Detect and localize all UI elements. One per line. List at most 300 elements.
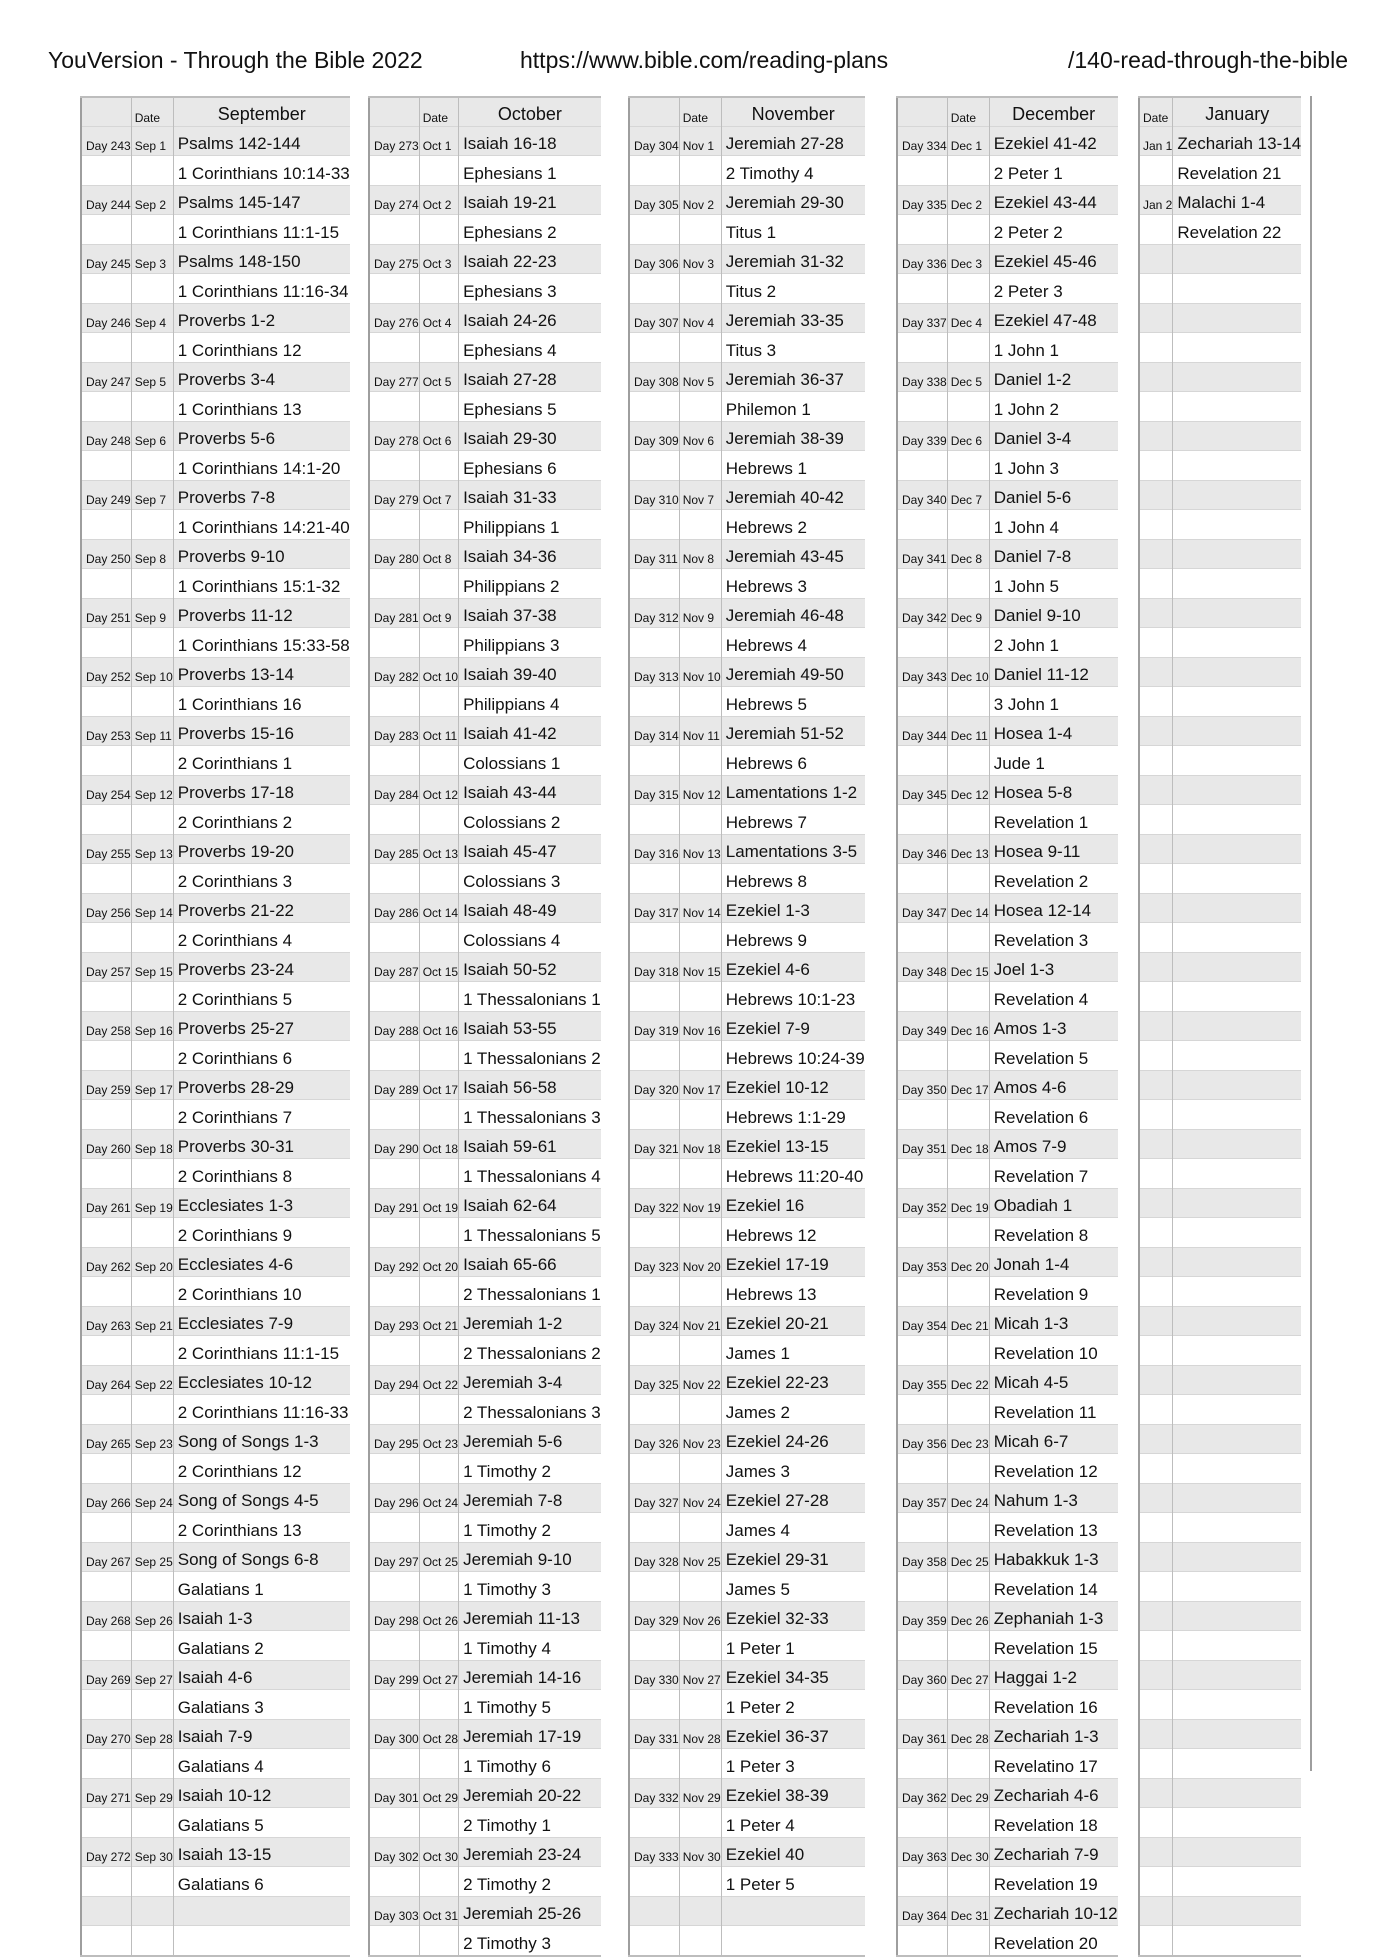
table-row <box>1139 805 1301 835</box>
reading-cell: Ezekiel 27-28 <box>721 1483 864 1513</box>
table-row <box>1139 1926 1301 1956</box>
date-cell: Sep 28 <box>131 1719 173 1749</box>
reading-cell: Hebrews 10:24-39 <box>721 1041 864 1071</box>
reading-cell: Isaiah 53-55 <box>459 1011 601 1041</box>
table-row <box>81 244 350 274</box>
date-cell <box>419 510 458 540</box>
day-number <box>897 1690 947 1720</box>
reading-cell: Revelation 15 <box>989 1631 1117 1661</box>
table-row <box>1139 1660 1301 1690</box>
reading-cell: Ezekiel 41-42 <box>989 126 1117 156</box>
reading-cell <box>1173 1513 1301 1543</box>
table-row <box>1139 1896 1301 1926</box>
reading-cell: Ephesians 5 <box>459 392 601 422</box>
date-cell <box>679 982 721 1012</box>
reading-cell: Titus 2 <box>721 274 864 304</box>
table-row <box>897 1749 1118 1779</box>
table-row <box>629 598 865 628</box>
date-cell <box>1139 864 1173 894</box>
day-number <box>897 1277 947 1307</box>
date-cell <box>1139 1218 1173 1248</box>
date-cell <box>419 333 458 363</box>
date-cell <box>679 510 721 540</box>
day-number <box>81 1926 131 1956</box>
table-row <box>1139 1188 1301 1218</box>
reading-cell: Jeremiah 43-45 <box>721 539 864 569</box>
date-cell: Dec 11 <box>947 716 989 746</box>
reading-cell <box>1173 1631 1301 1661</box>
day-number <box>81 1867 131 1897</box>
date-cell: Oct 29 <box>419 1778 458 1808</box>
reading-cell: Philemon 1 <box>721 392 864 422</box>
day-number <box>369 274 419 304</box>
reading-cell <box>1173 1247 1301 1277</box>
date-cell <box>679 1572 721 1602</box>
day-number <box>369 392 419 422</box>
table-row <box>81 1277 350 1307</box>
day-number: Day 326 <box>629 1424 679 1454</box>
date-cell <box>679 215 721 245</box>
day-number: Day 312 <box>629 598 679 628</box>
date-cell: Sep 27 <box>131 1660 173 1690</box>
day-number <box>369 156 419 186</box>
table-row <box>1139 480 1301 510</box>
date-cell <box>947 1159 989 1189</box>
reading-cell <box>1173 716 1301 746</box>
date-cell <box>679 1867 721 1897</box>
table-row <box>369 1100 601 1130</box>
reading-cell: Isaiah 43-44 <box>459 775 601 805</box>
table-row <box>369 1365 601 1395</box>
table-row <box>897 1424 1118 1454</box>
day-number <box>369 1277 419 1307</box>
table-row <box>369 451 601 481</box>
date-cell: Oct 9 <box>419 598 458 628</box>
table-row <box>81 716 350 746</box>
table-row <box>1139 1129 1301 1159</box>
table-row <box>629 333 865 363</box>
reading-cell: 2 Corinthians 9 <box>173 1218 350 1248</box>
reading-cell: 1 Thessalonians 3 <box>459 1100 601 1130</box>
day-column-header <box>629 97 679 126</box>
reading-cell: Daniel 7-8 <box>989 539 1117 569</box>
date-cell <box>679 1690 721 1720</box>
table-row <box>897 952 1118 982</box>
table-row <box>629 539 865 569</box>
table-row <box>629 923 865 953</box>
table-row <box>1139 1306 1301 1336</box>
table-row <box>81 1778 350 1808</box>
date-cell: Nov 4 <box>679 303 721 333</box>
date-cell <box>1139 775 1173 805</box>
reading-cell: Ezekiel 36-37 <box>721 1719 864 1749</box>
day-number: Day 264 <box>81 1365 131 1395</box>
table-row <box>1139 1218 1301 1248</box>
day-number: Day 285 <box>369 834 419 864</box>
date-cell: Sep 4 <box>131 303 173 333</box>
reading-cell: Revelation 5 <box>989 1041 1117 1071</box>
table-row <box>369 1542 601 1572</box>
date-cell <box>131 1159 173 1189</box>
reading-cell <box>1173 303 1301 333</box>
day-number: Day 257 <box>81 952 131 982</box>
reading-cell: Revelation 20 <box>989 1926 1117 1956</box>
reading-cell: Ezekiel 7-9 <box>721 1011 864 1041</box>
day-number: Day 254 <box>81 775 131 805</box>
reading-cell: Daniel 3-4 <box>989 421 1117 451</box>
table-row <box>81 952 350 982</box>
reading-cell: Habakkuk 1-3 <box>989 1542 1117 1572</box>
day-number: Day 309 <box>629 421 679 451</box>
day-number: Day 280 <box>369 539 419 569</box>
day-number <box>629 156 679 186</box>
date-cell <box>679 569 721 599</box>
date-cell <box>131 982 173 1012</box>
date-cell <box>419 687 458 717</box>
reading-cell: 2 Timothy 3 <box>459 1926 601 1956</box>
reading-cell <box>1173 421 1301 451</box>
day-number <box>81 156 131 186</box>
month-table-october <box>368 96 601 1957</box>
date-cell <box>1139 598 1173 628</box>
date-cell: Oct 16 <box>419 1011 458 1041</box>
reading-cell <box>1173 1395 1301 1425</box>
table-row <box>1139 1424 1301 1454</box>
date-cell <box>1139 1749 1173 1779</box>
day-number: Day 351 <box>897 1129 947 1159</box>
date-cell: Oct 8 <box>419 539 458 569</box>
date-cell <box>679 628 721 658</box>
date-cell <box>131 1749 173 1779</box>
table-row <box>369 1070 601 1100</box>
reading-cell: Ezekiel 16 <box>721 1188 864 1218</box>
reading-cell <box>1173 1159 1301 1189</box>
table-row <box>897 598 1118 628</box>
table-row <box>1139 185 1301 215</box>
date-cell <box>419 1690 458 1720</box>
table-row <box>369 1867 601 1897</box>
reading-cell: Hebrews 7 <box>721 805 864 835</box>
table-row <box>629 1896 865 1926</box>
reading-cell: Hebrews 12 <box>721 1218 864 1248</box>
table-row <box>629 156 865 186</box>
day-number: Day 300 <box>369 1719 419 1749</box>
date-cell: Nov 2 <box>679 185 721 215</box>
day-number: Day 258 <box>81 1011 131 1041</box>
date-cell <box>131 1100 173 1130</box>
day-number: Day 290 <box>369 1129 419 1159</box>
reading-cell: 1 Corinthians 12 <box>173 333 350 363</box>
day-number: Day 292 <box>369 1247 419 1277</box>
table-row <box>629 1572 865 1602</box>
day-number <box>81 333 131 363</box>
table-row <box>1139 333 1301 363</box>
reading-cell: Jeremiah 25-26 <box>459 1896 601 1926</box>
reading-cell: Galatians 2 <box>173 1631 350 1661</box>
date-cell <box>1139 1926 1173 1956</box>
day-number: Day 362 <box>897 1778 947 1808</box>
day-number: Day 245 <box>81 244 131 274</box>
date-cell <box>131 923 173 953</box>
month-table-january <box>1138 96 1301 1957</box>
table-row <box>629 1277 865 1307</box>
reading-cell <box>1173 1365 1301 1395</box>
reading-cell: Galatians 4 <box>173 1749 350 1779</box>
reading-cell: 2 Corinthians 11:1-15 <box>173 1336 350 1366</box>
table-row <box>1139 952 1301 982</box>
reading-cell: Ecclesiates 7-9 <box>173 1306 350 1336</box>
day-number: Day 343 <box>897 657 947 687</box>
day-number <box>897 1926 947 1956</box>
date-cell <box>419 982 458 1012</box>
date-cell: Sep 2 <box>131 185 173 215</box>
day-number <box>629 1749 679 1779</box>
table-row <box>81 834 350 864</box>
reading-cell: Ezekiel 43-44 <box>989 185 1117 215</box>
reading-cell <box>1173 982 1301 1012</box>
date-cell <box>131 215 173 245</box>
table-row <box>81 1365 350 1395</box>
reading-cell: 2 Peter 2 <box>989 215 1117 245</box>
date-cell <box>947 510 989 540</box>
table-row <box>369 1719 601 1749</box>
date-cell: Oct 13 <box>419 834 458 864</box>
date-cell <box>419 1631 458 1661</box>
date-cell <box>1139 1306 1173 1336</box>
day-number: Day 313 <box>629 657 679 687</box>
date-cell: Dec 5 <box>947 362 989 392</box>
day-number: Day 289 <box>369 1070 419 1100</box>
reading-cell: Revelation 12 <box>989 1454 1117 1484</box>
day-number <box>81 1631 131 1661</box>
table-row <box>897 451 1118 481</box>
table-row <box>369 1749 601 1779</box>
table-row <box>369 657 601 687</box>
date-cell: Dec 2 <box>947 185 989 215</box>
table-row <box>81 1631 350 1661</box>
date-cell: Sep 17 <box>131 1070 173 1100</box>
day-number: Day 311 <box>629 539 679 569</box>
reading-cell: 2 Thessalonians 2 <box>459 1336 601 1366</box>
date-cell <box>1139 1542 1173 1572</box>
table-row <box>1139 126 1301 156</box>
date-cell: Sep 19 <box>131 1188 173 1218</box>
reading-cell: Proverbs 25-27 <box>173 1011 350 1041</box>
table-row <box>1139 215 1301 245</box>
day-number <box>629 628 679 658</box>
reading-cell: 2 Corinthians 5 <box>173 982 350 1012</box>
reading-cell: 2 Corinthians 2 <box>173 805 350 835</box>
day-number: Day 265 <box>81 1424 131 1454</box>
month-name: December <box>989 97 1117 126</box>
day-number <box>629 274 679 304</box>
date-cell <box>1139 1631 1173 1661</box>
date-cell: Nov 8 <box>679 539 721 569</box>
reading-cell: 1 Corinthians 15:33-58 <box>173 628 350 658</box>
date-cell <box>679 1749 721 1779</box>
day-number <box>629 923 679 953</box>
date-cell <box>419 1159 458 1189</box>
date-cell <box>679 1631 721 1661</box>
reading-cell: Jeremiah 11-13 <box>459 1601 601 1631</box>
date-cell <box>1139 1719 1173 1749</box>
table-row <box>897 392 1118 422</box>
day-number <box>369 864 419 894</box>
reading-cell: Hebrews 4 <box>721 628 864 658</box>
table-row <box>629 1749 865 1779</box>
day-number: Day 274 <box>369 185 419 215</box>
reading-cell: 1 John 2 <box>989 392 1117 422</box>
table-row <box>369 362 601 392</box>
reading-cell: Isaiah 45-47 <box>459 834 601 864</box>
day-number <box>897 923 947 953</box>
table-row <box>81 1100 350 1130</box>
table-row <box>81 1159 350 1189</box>
reading-cell: 1 Timothy 2 <box>459 1454 601 1484</box>
date-cell: Sep 24 <box>131 1483 173 1513</box>
table-row <box>369 982 601 1012</box>
table-row <box>629 126 865 156</box>
day-number: Day 356 <box>897 1424 947 1454</box>
date-cell: Oct 14 <box>419 893 458 923</box>
date-cell: Nov 22 <box>679 1365 721 1395</box>
day-number: Day 323 <box>629 1247 679 1277</box>
day-number: Day 293 <box>369 1306 419 1336</box>
reading-cell: James 5 <box>721 1572 864 1602</box>
date-cell <box>131 805 173 835</box>
day-number: Day 346 <box>897 834 947 864</box>
reading-cell: Isaiah 50-52 <box>459 952 601 982</box>
date-cell <box>679 923 721 953</box>
reading-cell: Revelation 2 <box>989 864 1117 894</box>
month-name: September <box>173 97 350 126</box>
date-cell <box>419 805 458 835</box>
table-row <box>629 274 865 304</box>
reading-cell: Zechariah 7-9 <box>989 1837 1117 1867</box>
table-row <box>81 923 350 953</box>
day-number <box>897 1631 947 1661</box>
reading-cell: 2 Corinthians 12 <box>173 1454 350 1484</box>
table-row <box>369 1159 601 1189</box>
day-number: Day 303 <box>369 1896 419 1926</box>
day-number: Day 308 <box>629 362 679 392</box>
table-row <box>369 598 601 628</box>
date-cell: Dec 16 <box>947 1011 989 1041</box>
day-column-header <box>369 97 419 126</box>
date-cell <box>947 1336 989 1366</box>
reading-cell <box>1173 657 1301 687</box>
date-cell <box>419 923 458 953</box>
reading-cell: Titus 3 <box>721 333 864 363</box>
date-cell <box>947 1690 989 1720</box>
day-number <box>629 333 679 363</box>
date-cell <box>947 1218 989 1248</box>
date-cell: Dec 21 <box>947 1306 989 1336</box>
reading-cell: Colossians 1 <box>459 746 601 776</box>
reading-cell: 1 Corinthians 16 <box>173 687 350 717</box>
date-cell: Oct 28 <box>419 1719 458 1749</box>
date-cell: Sep 18 <box>131 1129 173 1159</box>
reading-cell: 1 Corinthians 10:14-33 <box>173 156 350 186</box>
date-cell: Nov 28 <box>679 1719 721 1749</box>
reading-cell: Ezekiel 45-46 <box>989 244 1117 274</box>
table-row <box>897 923 1118 953</box>
date-cell: Oct 3 <box>419 244 458 274</box>
day-number: Day 259 <box>81 1070 131 1100</box>
date-cell: Sep 5 <box>131 362 173 392</box>
reading-cell: Philippians 3 <box>459 628 601 658</box>
date-cell <box>419 1454 458 1484</box>
date-cell <box>131 1277 173 1307</box>
table-row <box>1139 1336 1301 1366</box>
day-number <box>81 510 131 540</box>
reading-cell: Revelation 11 <box>989 1395 1117 1425</box>
table-row <box>897 1395 1118 1425</box>
reading-cell: Jeremiah 7-8 <box>459 1483 601 1513</box>
date-cell <box>947 333 989 363</box>
date-cell <box>1139 510 1173 540</box>
reading-cell: Jeremiah 29-30 <box>721 185 864 215</box>
reading-cell: Joel 1-3 <box>989 952 1117 982</box>
table-row <box>81 1483 350 1513</box>
table-row <box>897 1601 1118 1631</box>
reading-cell <box>1173 1483 1301 1513</box>
reading-cell: Isaiah 10-12 <box>173 1778 350 1808</box>
table-row <box>1139 244 1301 274</box>
reading-cell: Galatians 5 <box>173 1808 350 1838</box>
day-number <box>369 1926 419 1956</box>
day-number: Day 360 <box>897 1660 947 1690</box>
day-number <box>897 805 947 835</box>
day-number <box>81 569 131 599</box>
day-number: Day 338 <box>897 362 947 392</box>
reading-cell: Jeremiah 31-32 <box>721 244 864 274</box>
day-number: Day 347 <box>897 893 947 923</box>
reading-cell: 2 Corinthians 1 <box>173 746 350 776</box>
reading-cell <box>1173 569 1301 599</box>
reading-cell: Proverbs 23-24 <box>173 952 350 982</box>
table-row <box>897 893 1118 923</box>
date-cell <box>1139 1690 1173 1720</box>
table-row <box>1139 1719 1301 1749</box>
date-cell: Oct 6 <box>419 421 458 451</box>
table-row <box>369 392 601 422</box>
table-row <box>1139 303 1301 333</box>
date-cell <box>131 628 173 658</box>
table-row <box>81 303 350 333</box>
reading-cell: Jeremiah 46-48 <box>721 598 864 628</box>
reading-cell: Colossians 3 <box>459 864 601 894</box>
table-row <box>1139 1011 1301 1041</box>
reading-cell: Galatians 6 <box>173 1867 350 1897</box>
reading-cell: Revelation 19 <box>989 1867 1117 1897</box>
day-number <box>629 451 679 481</box>
date-cell <box>131 746 173 776</box>
table-row <box>1139 451 1301 481</box>
day-number <box>369 1690 419 1720</box>
table-row <box>81 1070 350 1100</box>
date-cell <box>1139 333 1173 363</box>
table-row <box>897 1896 1118 1926</box>
reading-cell: Isaiah 37-38 <box>459 598 601 628</box>
day-number <box>369 1454 419 1484</box>
reading-cell: Micah 6-7 <box>989 1424 1117 1454</box>
table-row <box>369 333 601 363</box>
table-row <box>897 834 1118 864</box>
reading-cell <box>721 1926 864 1956</box>
reading-cell: Isaiah 16-18 <box>459 126 601 156</box>
reading-cell: Proverbs 13-14 <box>173 657 350 687</box>
